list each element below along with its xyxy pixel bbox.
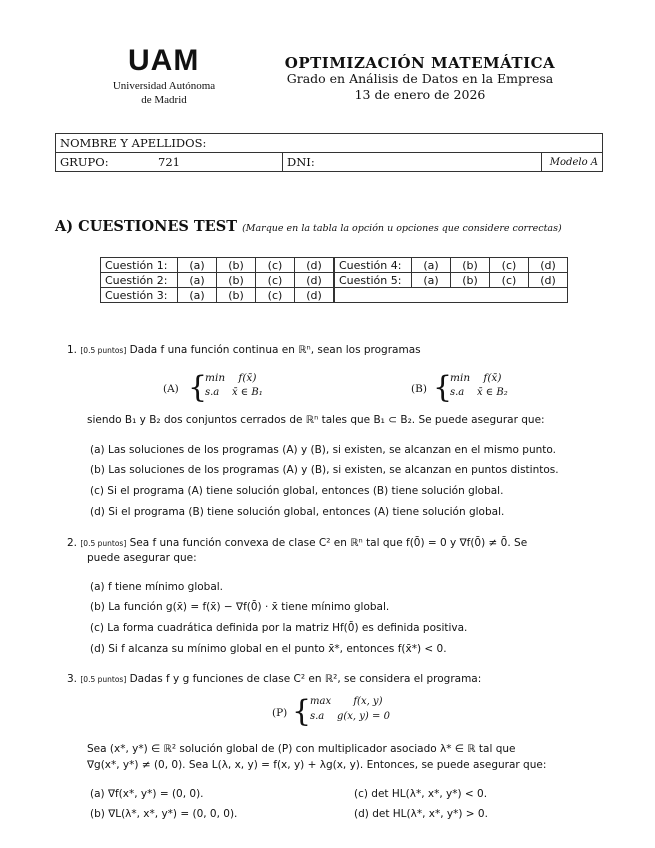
answer-choice[interactable]: (a) ∇f(x*, y*) = (0, 0). (90, 788, 204, 800)
section-note: (Marque en la tabla la opción u opciones que considere correctas) (242, 223, 562, 234)
question-points: [0.5 puntos] (80, 675, 127, 684)
program-line: min f(x̄) (205, 372, 257, 384)
question-text: Dadas f y g funciones de clase C² en ℝ², se considera el programa: (129, 673, 482, 685)
section-title (55, 218, 562, 235)
answer-option[interactable]: (a) (178, 288, 217, 303)
question-number: 1. (67, 344, 78, 356)
program-label: (B) (411, 383, 427, 395)
question-2-stem (67, 537, 607, 549)
question-number: 2. (67, 537, 78, 549)
answer-choice[interactable]: (d) det HL(λ*, x*, y*) > 0. (354, 808, 488, 820)
answer-option[interactable]: (c) (256, 273, 295, 288)
question-text: siendo B₁ y B₂ dos conjuntos cerrados de ℝⁿ tales que B₁ ⊂ B₂. Se puede asegurar que: (87, 414, 545, 426)
answer-label-q3: Cuestión 3: (101, 288, 178, 303)
program-line: s.a x̄ ∈ B₁ (205, 387, 263, 398)
program-label: (P) (272, 707, 288, 719)
answer-option[interactable]: (a) (412, 273, 451, 288)
answer-option[interactable]: (a) (412, 258, 451, 273)
answer-choice[interactable]: (a) Las soluciones de los programas (A) y (B), si existen, se alcanzan en el mismo punto. (90, 444, 556, 456)
answer-choice[interactable]: (c) det HL(λ*, x*, y*) < 0. (354, 788, 488, 800)
group-label: GRUPO: (56, 153, 155, 172)
answer-option[interactable]: (a) (178, 273, 217, 288)
answer-option[interactable]: (b) (217, 288, 256, 303)
answer-option[interactable]: (c) (256, 288, 295, 303)
dni-label[interactable]: DNI: (283, 153, 542, 172)
question-text: ∇g(x*, y*) ≠ (0, 0). Sea L(λ, x, y) = f(x, y) + λg(x, y). Entonces, se puede asegurar que: (87, 759, 547, 771)
name-label: NOMBRE Y APELLIDOS: (56, 134, 603, 153)
answer-table (100, 257, 568, 303)
answer-choice[interactable]: (b) Las soluciones de los programas (A) y (B), si existen, se alcanzan en puntos distintos. (90, 464, 559, 476)
answer-option[interactable]: (d) (529, 258, 568, 273)
brace-icon: { (292, 694, 312, 729)
question-3-stem (67, 673, 481, 685)
answer-empty-cell (334, 288, 568, 303)
model-label: Modelo A (542, 153, 603, 172)
program-line: max f(x, y) (310, 696, 383, 707)
question-text: Dada f una función continua en ℝⁿ, sean los programas (129, 344, 421, 356)
logo-line-2: de Madrid (141, 94, 187, 106)
answer-label-q2: Cuestión 2: (101, 273, 178, 288)
answer-choice[interactable]: (d) Si el programa (B) tiene solución global, entonces (A) tiene solución global. (90, 506, 505, 518)
question-text: Sea (x*, y*) ∈ ℝ² solución global de (P) con multiplicador asociado λ* ∈ ℝ tal que (87, 743, 516, 755)
exam-title: OPTIMIZACIÓN MATEMÁTICA (284, 54, 556, 72)
answer-option[interactable]: (b) (217, 273, 256, 288)
university-logo: UAM (128, 44, 200, 77)
answer-option[interactable]: (a) (178, 258, 217, 273)
answer-label-q4: Cuestión 4: (334, 258, 412, 273)
answer-choice[interactable]: (b) ∇L(λ*, x*, y*) = (0, 0, 0). (90, 808, 238, 820)
question-points: [0.5 puntos] (80, 346, 127, 355)
answer-label-q1: Cuestión 1: (101, 258, 178, 273)
answer-option[interactable]: (c) (490, 273, 529, 288)
logo-line-1: Universidad Autónoma (112, 80, 216, 92)
answer-option[interactable]: (b) (217, 258, 256, 273)
question-text: puede asegurar que: (87, 552, 197, 564)
exam-subtitle: Grado en Análisis de Datos en la Empresa (286, 71, 554, 86)
answer-choice[interactable]: (d) Si f alcanza su mínimo global en el punto x̄*, entonces f(x̄*) < 0. (90, 643, 447, 655)
answer-option[interactable]: (c) (256, 258, 295, 273)
answer-option[interactable]: (d) (295, 288, 335, 303)
section-title-text: A) CUESTIONES TEST (55, 218, 238, 235)
answer-option[interactable]: (d) (295, 258, 335, 273)
question-text: Sea f una función convexa de clase C² en ℝⁿ tal que f(0̄) = 0 y ∇f(0̄) ≠ 0̄. Se (129, 537, 528, 549)
answer-label-q5: Cuestión 5: (334, 273, 412, 288)
answer-choice[interactable]: (b) La función g(x̄) = f(x̄) − ∇f(0̄) · x̄ tiene mínimo global. (90, 601, 390, 613)
answer-choice[interactable]: (a) f tiene mínimo global. (90, 581, 224, 593)
answer-choice[interactable]: (c) La forma cuadrática definida por la matriz Hf(0̄) es definida positiva. (90, 622, 468, 634)
program-line: s.a g(x, y) = 0 (310, 711, 390, 722)
answer-choice[interactable]: (c) Si el programa (A) tiene solución global, entonces (B) tiene solución global. (90, 485, 504, 497)
program-line: min f(x̄) (450, 372, 502, 384)
program-line: s.a x̄ ∈ B₂ (450, 387, 508, 398)
brace-icon: { (188, 370, 208, 405)
answer-option[interactable]: (d) (529, 273, 568, 288)
answer-option[interactable]: (d) (295, 273, 335, 288)
question-points: [0.5 puntos] (80, 539, 127, 548)
question-number: 3. (67, 673, 78, 685)
answer-option[interactable]: (c) (490, 258, 529, 273)
question-1-stem (67, 344, 421, 356)
program-label: (A) (163, 383, 179, 395)
answer-option[interactable]: (b) (451, 258, 490, 273)
student-id-table (55, 133, 603, 172)
brace-icon: { (433, 370, 453, 405)
answer-option[interactable]: (b) (451, 273, 490, 288)
exam-date: 13 de enero de 2026 (354, 87, 486, 102)
group-value: 721 (154, 153, 283, 172)
